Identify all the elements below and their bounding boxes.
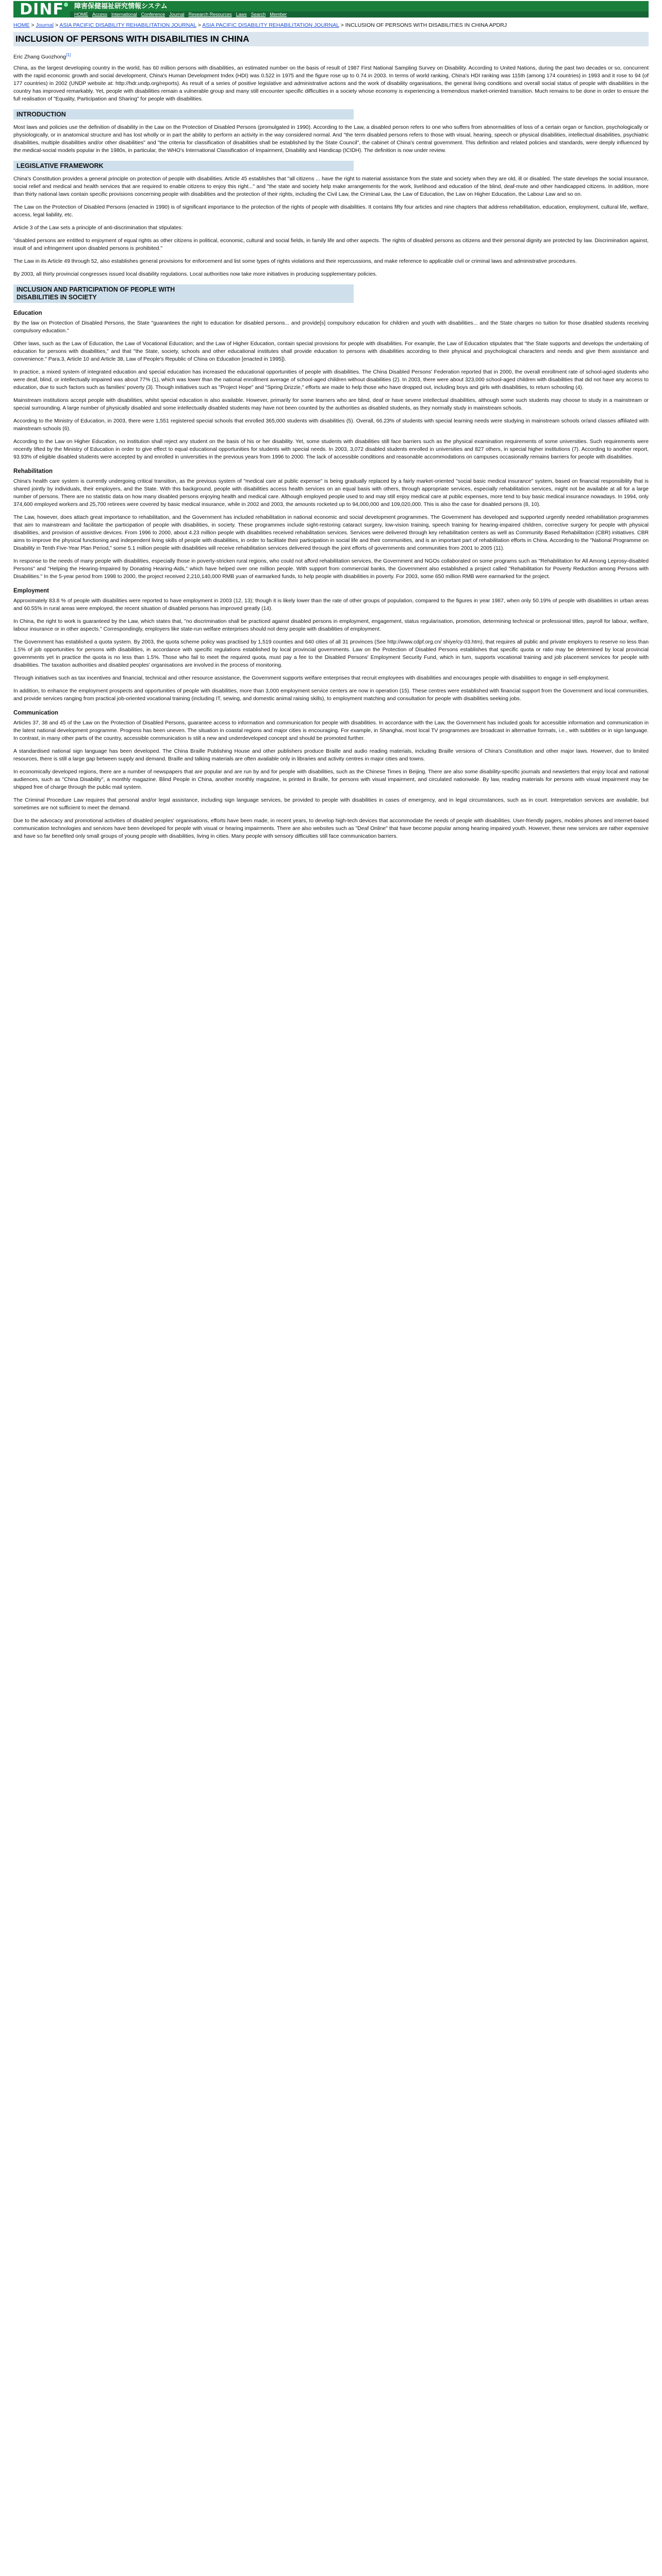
page-title: INCLUSION OF PERSONS WITH DISABILITIES IN CHINA	[13, 32, 649, 46]
paragraph: In response to the needs of many people with disabilities, especially those in poverty-stricken rural regions, who could not afford rehabilitation services, the Government and NGOs collaborated on some programs such as "Rehabilitation for All Among Leprosy-disabled Persons" and "Helping the Hearing-Impaired by Donating Hearing-Aids," which have helped over one million people. With support from commercial banks, the Government also established a project called "Rehabilitation for Poverty Reduction among Persons with Disabilities." In the 5-year period from 1998 to 2000, the project received 2,210,140,000 RMB yuan of earmarked funds, to help people with disabilities in poverty. For 2003, some 650 million RMB were earmarked for the project.	[13, 558, 649, 580]
section-heading-introduction: INTRODUCTION	[13, 109, 354, 120]
nav-access[interactable]: Access	[92, 12, 108, 17]
breadcrumb	[13, 22, 649, 29]
breadcrumb-current: INCLUSION OF PERSONS WITH DISABILITIES IN CHINA APDRJ	[345, 22, 507, 28]
paragraph: A standardised national sign language has been developed. The China Braille Publishing House and other publishers produce Braille and audio reading materials, including Braille versions of China's Constitution and other major laws. However, due to limited resources, there is still a large gap between supply and demand. Braille and talking materials are often available only in libraries and activity centres in major cities and towns.	[13, 748, 649, 762]
nav-laws[interactable]: Laws	[236, 12, 247, 17]
nav-home[interactable]: HOME	[74, 12, 88, 17]
paragraph: In economically developed regions, there are a number of newspapers that are popular and are run by and for people with disabilities, such as the Chinese Times in Beijing. There are also some disability-specific journals and newsletters that enjoy local and national audiences, such as "China Disability", a monthly magazine. Blind People in China, another monthly magazine, is printed in Braille, for persons with visual impairment, and circulated nationwide. By law, reading materials for persons with visual impairment may be shipped free of charge through the public mail system.	[13, 769, 649, 790]
paragraph: Through initiatives such as tax incentives and financial, technical and other resource assistance, the Government supports welfare enterprises that recruit employees with disabilities and encourages people with disabilities to engage in self-employment.	[13, 675, 609, 681]
breadcrumb-journal-full[interactable]: ASIA PACIFIC DISABILITY REHABILITATION JOURNAL	[59, 22, 196, 28]
paragraph: Due to the advocacy and promotional activities of disabled peoples' organisations, efforts have been made, in recent years, to develop high-tech devices that accommodate the needs of people with disabilities. User-friendly pagers, mobiles phones and internet-based communication technologies and services have been developed for people with visual or hearing impairments. There are also websites such as "Deaf Online" that have become popular among hearing impaired youth. However, these new services are rather expensive and have so far benefited only small groups of young people with disabilities, living in cities. Many people with sensory difficulties still face communication barriers.	[13, 818, 649, 839]
nav-conference[interactable]: Conference	[141, 12, 166, 17]
paragraph: In addition, to enhance the employment prospects and opportunities of people with disabilities, more than 3,000 employment service centers are now in operation (15). These centres were established with financial support from the Government and local communities, and provide services ranging from practical job-oriented vocational training (including IT, sewing, and domestic animal raising skills), to employment matching and consultation for people with disabilities seeking jobs.	[13, 688, 649, 702]
site-logo[interactable]	[13, 1, 70, 18]
page	[0, 0, 662, 840]
banner-title: 障害保健福祉研究情報システム	[70, 1, 649, 11]
nav-research-resources[interactable]: Research Resources	[188, 12, 232, 17]
paragraph: The Criminal Procedure Law requires that personal and/or legal assistance, including sign language services, be provided to people with disabilities in cases of emergency, and in legal circumstances, such as in court. Interpretation services are available, but sometimes are not sufficient to meet the demand.	[13, 797, 649, 811]
paragraph: The Law in its Article 49 through 52, also establishes general provisions for enforcement and list some types of rights violations and their repercussions, and make reference to applicable civil or criminal laws and administrative procedures.	[13, 258, 577, 264]
subheading-employment: Employment	[13, 587, 49, 594]
paragraph: According to the Ministry of Education, in 2003, there were 1,551 registered special schools that enrolled 365,000 students with disabilities (5). Overall, 66.23% of students with special learning needs were studying in mainstream schools or/and classes affiliated with mainstream schools (6).	[13, 418, 649, 432]
intro-paragraph: China, as the largest developing country in the world, has 60 million persons with disabilities, an estimated number on the basis of result of 1987 First National Sampling Survey on Disability. According to United Nations, during the past two decades or so, concurrent with the rapid economic growth and social development, China's Human Development Index (HDI) was 0.522 in 1975 and the figure rose up to 0.74 in 2003. In terms of world ranking, China's HDI ranking was 115th (among 174 countries) in 1993 and it rose to 94 (of 177 countries) in 2002 (UNDP website at: http://hdr.undp.org/reports). As result of a series of positive legislative and administrative actions and the work of disability organisations, the general living conditions and overall social status of people with disabilities in the country has improved remarkably. Yet, people with disabilities remain a vulnerable group and many still encounter specific difficulties in a society whose economy is experiencing a tremendous market-oriented transition. Much remains to be done in order to ensure the full realisation of "Equality, Participation and Sharing" for people with disabilities.	[13, 65, 649, 102]
paragraph: Mainstream institutions accept people with disabilities, whilst special education is also available. However, primarily for some learners who are blind, deaf or have severe intellectual disabilities, although some such students may choose to study in a mainstream or special surrounding. A large number of physically disabled and some intellectually disabled students may have not been counted by the authorities as disabled students, as they normally study in mainstream schools.	[13, 397, 649, 411]
paragraph: By the law on Protection of Disabled Persons, the State "guarantees the right to education for disabled persons... and provide[s] compulsory education for children and youth with disabilities... and the State charges no tuition for those disabled students receiving compulsory education."	[13, 320, 649, 334]
site-nav	[70, 11, 649, 18]
breadcrumb-separator: >	[196, 22, 203, 28]
paragraph: Approximately 83.8 % of people with disabilities were reported to have employment in 2003 (12, 13); though it is likely lower than the rate of other groups of population, compared to the figures in year 1987, when only 50.19% of people with disabilities in urban areas and 60.55% in rural areas were employed, the recent situation of disabled persons has improved greatly (14).	[13, 598, 649, 612]
paragraph: Article 3 of the Law sets a principle of anti-discrimination that stipulates:	[13, 225, 183, 231]
paragraph: The Law, however, does attach great importance to rehabilitation, and the Government has included rehabilitation in national economic and social development programmes. The Government has developed and supported urgently needed rehabilitation programmes that aim to mainstream and facilitate the participation of people with disabilities, in society. These programmes include sight-restoring cataract surgery, low-vision training, speech training for hearing-impaired children, corrective surgery for people with physical disabilities, and provision of assistive devices. From 1996 to 2000, about 4.23 million people with disabilities received rehabilitation services. Services were delivered through key rehabilitation centers as well as Community Based Rehabilitation (CBR) initiatives. CBR aims to improve the physical functioning and independent living skills of people with disabilities, in order to facilitate their participation in social life and their communities, and is an important part of rehabilitation efforts in China. According to the "National Programme on Disability in Tenth Five-Year Plan Period," some 5.1 million people with disabilities will receive rehabilitation services delivered through the joint efforts of governments and communities from 2001 to 2005 (11).	[13, 514, 649, 551]
site-header	[13, 0, 649, 18]
paragraph: In practice, a mixed system of integrated education and special education has increased the educational opportunities of people with disabilities. The China Disabled Persons' Federation reported that in 2000, the overall enrollment rate of school-aged students who were deaf, blind, or intellectually impaired was about 77% (1), which was lower than the national enrollment average of school-aged children without disabilities (2). In 2003, there were about 323,000 school-aged children with disabilities that did not have any access to education, due to such factors such as families' poverty (3). Though initiatives such as "Project Hope" and "Spring Drizzle," efforts are made to help those who have dropped out, including boys and girls with disabilities, to return schooling (4).	[13, 369, 649, 391]
nav-international[interactable]: International	[111, 12, 137, 17]
breadcrumb-series[interactable]: ASIA PACIFIC DISABILITY REHABILITATION JOURNAL	[202, 22, 339, 28]
heading-line: DISABILITIES IN SOCIETY	[16, 293, 97, 301]
paragraph: In China, the right to work is guaranteed by the Law, which states that, "no discrimination shall be practiced against disabled persons in employment, engagement, status regularisation, promotion, determining technical or professional titles, payroll for labour, welfare, labour insurance or in other aspects." Correspondingly, employers like state-run welfare enterprises should not deny people with disabilities of employment.	[13, 618, 649, 632]
paragraph: The Government has established a quota system. By 2003, the quota scheme policy was practised by 1,519 counties and 640 cities of all 31 provinces (See http://www.cdpf.org.cn/ shiye/cy-03.htm), that requires all public and private employers to reserve no less than 1.5% of job opportunities for persons with disabilities, in accordance with specific regulations established by local provincial governments. Law on the Protection of Disabled Persons establishes that specific quota or ratio may be determined by local provincial governments yet in practice the quota is no less than 1.5%. Those who fail to meet the required quota, must pay a fee to the Disabled Persons' Employment Security Fund, which in turn, supports vocational training and job placement services for people with disabilities. The taxation authorities and disabled peoples' organisations are involved in the process of monitoring.	[13, 639, 649, 668]
logo-dot-icon	[64, 3, 68, 7]
paragraph: Articles 37, 38 and 45 of the Law on the Protection of Disabled Persons, guarantee access to information and communication for people with disabilities. In accordance with the Law, the Government has included goals for accessible information and communication in the latest national development programme. Progress has been uneven. The situation in coastal regions and major cities is encouraging. For example, in Shanghai, most local TV programmes are broadcast in alternative formats, i.e., with subtitles or in sign language. In contrast, in many other parts of the country, accessible communication is still a new and underdeveloped concept and should be promoted further.	[13, 720, 649, 741]
paragraph: Other laws, such as the Law of Education, the Law of Vocational Education; and the Law of Higher Education, contain special provisions for people with disabilities. For example, the Law of Education stipulates that "the State supports and develops the undertaking of education for persons with disabilities," and that "the State, society, schools and other educational institutes shall provide education to persons with disabilities according to their physical and psychological characters and needs and give them assistance and convenience." Para.3, Article 10 and Article 38, Law of People's Republic of China on Education [enacted in 1995]).	[13, 341, 649, 362]
paragraph: The Law on the Protection of Disabled Persons (enacted in 1990) is of significant importance to the protection of the rights of people with disabilities. It contains fifty four articles and nine chapters that address rehabilitation, education, employment, cultural life, welfare, access, legal liability, etc.	[13, 204, 649, 218]
author-footnote-link[interactable]: [1]	[66, 53, 71, 57]
nav-member[interactable]: Member	[270, 12, 287, 17]
paragraph: Most laws and policies use the definition of disability in the Law on the Protection of Disabled Persons (promulgated in 1990). According to the Law, a disabled person refers to one who suffers from abnormalities of loss of a certain organ or function, psychologically or physiologically, or in anatomical structure and has lost wholly or in part the ability to perform an activity in the way considered normal. And "the term disabled persons refers to those with visual, hearing, speech or physical disabilities, intellectual disabilities, psychiatric disabilities, multiple disabilities and/or other disabilities" and "the criteria for classification of disabilities shall be established by the State Council", the cabinet of China's central government. This definition and related policies and standards, were deeply influenced by the medical-social models popular in the 1980s, in particular, the WHO's International Classification of Impairment, Disability and Handicap (ICIDH). The definition is now under review.	[13, 124, 649, 154]
site-banner	[70, 1, 649, 18]
breadcrumb-separator: >	[339, 22, 345, 28]
section-heading-participation	[13, 284, 354, 303]
author-name: Eric Zhang Guozhong	[13, 54, 67, 60]
subheading-rehabilitation: Rehabilitation	[13, 468, 53, 474]
breadcrumb-journal[interactable]: Journal	[36, 22, 54, 28]
logo-text: DINF	[20, 0, 64, 19]
paragraph: China's Constitution provides a general principle on protection of people with disabilities. Article 45 establishes that "all citizens ... have the right to material assistance from the state and society when they are old, ill or disabled. The state develops the social insurance, social relief and medical and health services that are required to enable citizens to enjoy this right..." and "the state and society help make arrangements for the work, livelihood and education of the blind, deaf-mute and other handicapped citizens. In addition, more than thirty national laws contain specific provisions concerning people with disabilities and the protection of their rights, including the Civil Law, the Criminal Law, the Law of Education, the Law on Higher Education, the Labour Law and so on.	[13, 176, 649, 197]
paragraph: According to the Law on Higher Education, no institution shall reject any student on the basis of his or her disability. Yet, some students with disabilities still face barriers such as the physical examination requirements of some universities. Such requirements were recently lifted by the Ministry of Education in order to give effect to equal educational opportunities for students with special needs. In 2003, 3,072 disabled students enrolled in universities and 827 others, in special higher institutions (7). According to another report, 93.93% of eligible disabled students were accepted by and enrolled in universities in the previous years from 1996 to 2000. The lack of accessible conditions and reasonable accommodations on campuses occasionally remains barriers for people with disabilities.	[13, 438, 649, 460]
paragraph: By 2003, all thirty provincial congresses issued local disability regulations. Local authorities now take more initiatives in producing supplementary policies.	[13, 271, 377, 277]
breadcrumb-separator: >	[29, 22, 36, 28]
subheading-education: Education	[13, 310, 42, 316]
section-heading-legislative: LEGISLATIVE FRAMEWORK	[13, 161, 354, 171]
paragraph: China's health care system is currently undergoing critical transition, as the previous system of "medical care at public expense" is being gradually replaced by a fairly market-oriented "social basic medical insurance" system, based on financial responsibility that is shared jointly by individuals, their employers, and the State. With this background, people with disabilities access health services on an equal basis with others, through appropriate services, especially rehabilitation services, might not be available at all for a large number of persons. There are no statistic data on how many disabled persons enjoying health and medical care. Although employed people used to and may still enjoy medical care at public expenses, more tend to buy basic medical insurance nowadays. In 1994, only 374,600 employed workers and 25,700 retirees were covered by basic medical insurance, while in 2002 and 2003, the amounts rocketed up to 94,000,000 and 109,020,000. This is also the case for disabled persons (8, 10).	[13, 478, 649, 507]
breadcrumb-home[interactable]: HOME	[13, 22, 30, 28]
article-author	[13, 53, 649, 60]
breadcrumb-separator: >	[53, 22, 60, 28]
quote-paragraph: "disabled persons are entitled to enjoyment of equal rights as other citizens in political, economic, cultural and social fields, in family life and other aspects. The rights of disabled persons as citizens and their personal dignity are protected by law. Discrimination against, insult of and infringement upon disabled persons is prohibited."	[13, 238, 649, 251]
nav-search[interactable]: Search	[251, 12, 266, 17]
subheading-communication: Communication	[13, 709, 58, 716]
heading-line: INCLUSION AND PARTICIPATION OF PEOPLE WITH	[16, 285, 175, 293]
nav-journal[interactable]: Journal	[169, 12, 185, 17]
